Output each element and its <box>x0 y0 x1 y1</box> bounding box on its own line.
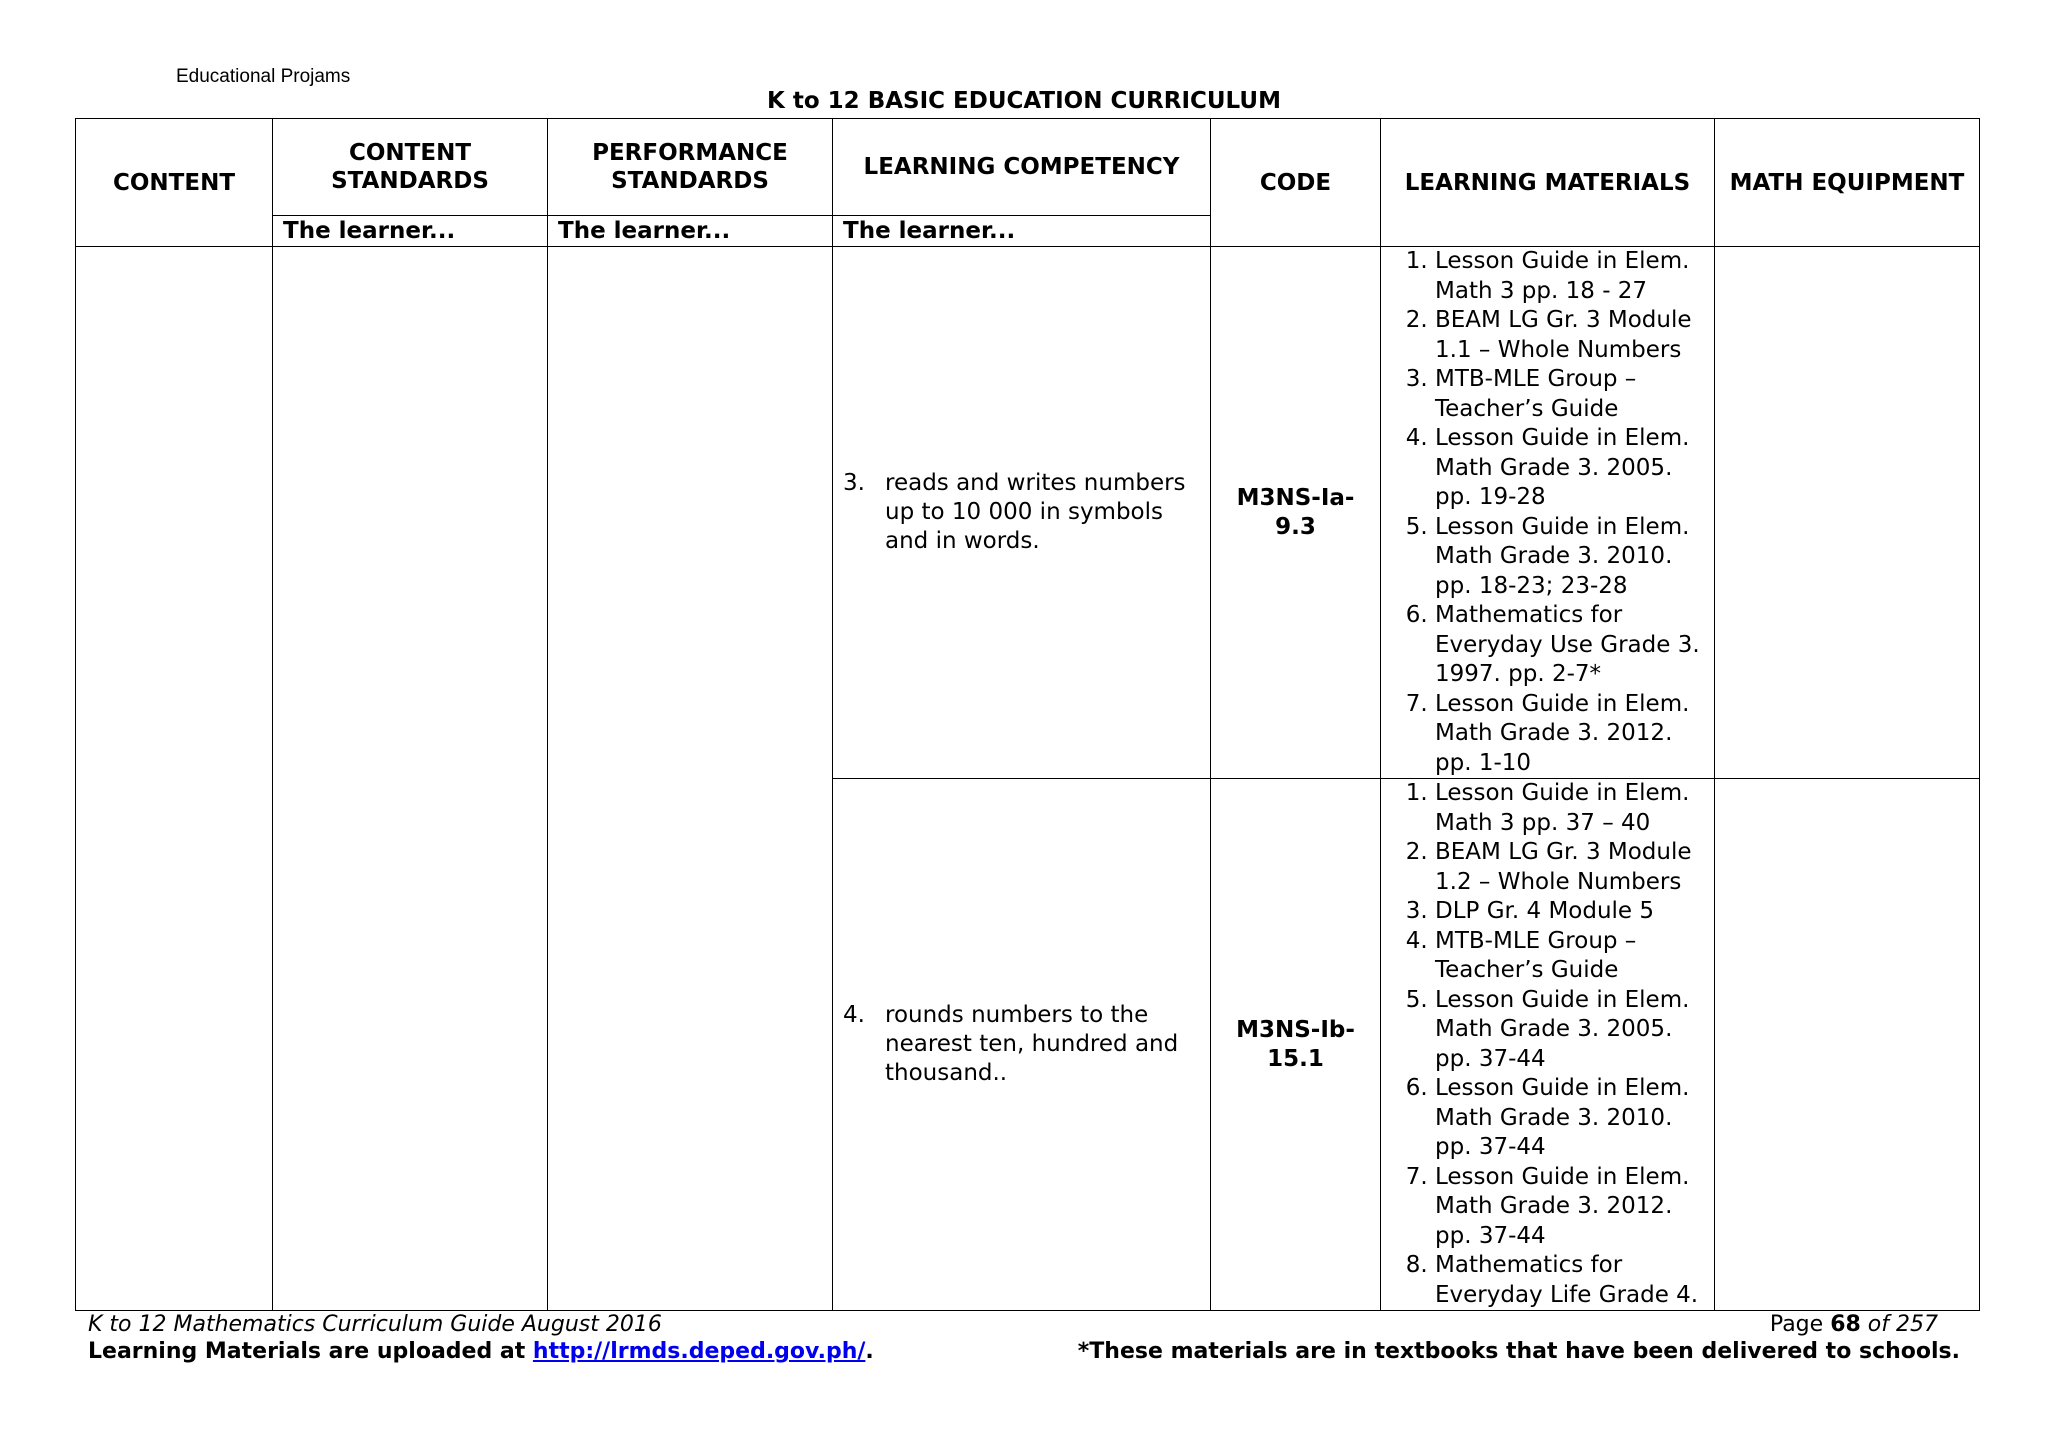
footer-textbook-note: *These materials are in textbooks that have been delivered to schools. <box>1077 1339 1960 1364</box>
list-item: 4. Lesson Guide in Elem. Math Grade 3. 2005. pp. 19-28 <box>1435 424 1704 513</box>
col-header-performance-standards: PERFORMANCE STANDARDS <box>548 119 833 216</box>
page-label: Page <box>1769 1312 1831 1337</box>
col-header-learning-competency: LEARNING COMPETENCY <box>833 119 1211 216</box>
learner-label-learning-competency: The learner... <box>833 216 1211 247</box>
competency-cell <box>833 247 1211 779</box>
list-item: 7. Lesson Guide in Elem. Math Grade 3. 2012. pp. 37-44 <box>1435 1163 1704 1252</box>
materials-list <box>1391 779 1704 1310</box>
competency-text: rounds numbers to the nearest ten, hundred and thousand.. <box>885 1002 1179 1086</box>
col-header-code: CODE <box>1211 119 1381 247</box>
table-row <box>76 247 1980 779</box>
page-indicator <box>1770 1312 1938 1337</box>
competency-cell <box>833 779 1211 1311</box>
header-brand: Educational Projams <box>176 66 351 87</box>
upload-suffix: . <box>865 1339 874 1364</box>
list-item: 7. Lesson Guide in Elem. Math Grade 3. 2012. pp. 1-10 <box>1435 690 1704 779</box>
learner-label-performance-standards: The learner... <box>548 216 833 247</box>
footer-upload-note <box>88 1339 874 1364</box>
col-header-content-standards: CONTENT STANDARDS <box>273 119 548 216</box>
competency-number: 3. <box>843 470 865 496</box>
performance-standards-cell <box>548 247 833 1311</box>
list-item: 1. Lesson Guide in Elem. Math 3 pp. 18 - 27 <box>1435 247 1704 306</box>
content-cell <box>76 247 273 1311</box>
col-header-content: CONTENT <box>76 119 273 247</box>
curriculum-table <box>75 118 1980 1311</box>
materials-cell <box>1381 779 1715 1311</box>
code-cell: M3NS-Ia-9.3 <box>1211 247 1381 779</box>
page-number: 68 <box>1830 1312 1861 1337</box>
list-item: 2. BEAM LG Gr. 3 Module 1.1 – Whole Numbers <box>1435 306 1704 365</box>
list-item: 6. Lesson Guide in Elem. Math Grade 3. 2010. pp. 37-44 <box>1435 1074 1704 1163</box>
list-item: 5. Lesson Guide in Elem. Math Grade 3. 2005. pp. 37-44 <box>1435 986 1704 1075</box>
competency-text: reads and writes numbers up to 10 000 in symbols and in words. <box>885 470 1186 554</box>
materials-cell <box>1381 247 1715 779</box>
list-item: 2. BEAM LG Gr. 3 Module 1.2 – Whole Numbers <box>1435 838 1704 897</box>
list-item: 1. Lesson Guide in Elem. Math 3 pp. 37 – 40 <box>1435 779 1704 838</box>
document-title: K to 12 BASIC EDUCATION CURRICULUM <box>767 88 1281 114</box>
lrmds-link[interactable]: http://lrmds.deped.gov.ph/ <box>532 1339 866 1364</box>
footer-guide-title: K to 12 Mathematics Curriculum Guide August 2016 <box>88 1312 662 1337</box>
col-header-math-equipment: MATH EQUIPMENT <box>1715 119 1980 247</box>
list-item: 8. Mathematics for Everyday Life Grade 4. <box>1435 1251 1704 1310</box>
page-total: of 257 <box>1860 1312 1938 1337</box>
col-header-learning-materials: LEARNING MATERIALS <box>1381 119 1715 247</box>
code-cell: M3NS-Ib-15.1 <box>1211 779 1381 1311</box>
list-item: 4. MTB-MLE Group – Teacher’s Guide <box>1435 927 1704 986</box>
math-equipment-cell <box>1715 247 1980 779</box>
math-equipment-cell <box>1715 779 1980 1311</box>
learner-label-content-standards: The learner... <box>273 216 548 247</box>
competency-number: 4. <box>843 1002 865 1028</box>
upload-prefix: Learning Materials are uploaded at <box>88 1339 533 1364</box>
list-item: 3. DLP Gr. 4 Module 5 <box>1435 897 1704 927</box>
list-item: 3. MTB-MLE Group – Teacher’s Guide <box>1435 365 1704 424</box>
materials-list <box>1391 247 1704 778</box>
content-standards-cell <box>273 247 548 1311</box>
list-item: 5. Lesson Guide in Elem. Math Grade 3. 2010. pp. 18-23; 23-28 <box>1435 513 1704 602</box>
list-item: 6. Mathematics for Everyday Use Grade 3. 1997. pp. 2-7* <box>1435 601 1704 690</box>
